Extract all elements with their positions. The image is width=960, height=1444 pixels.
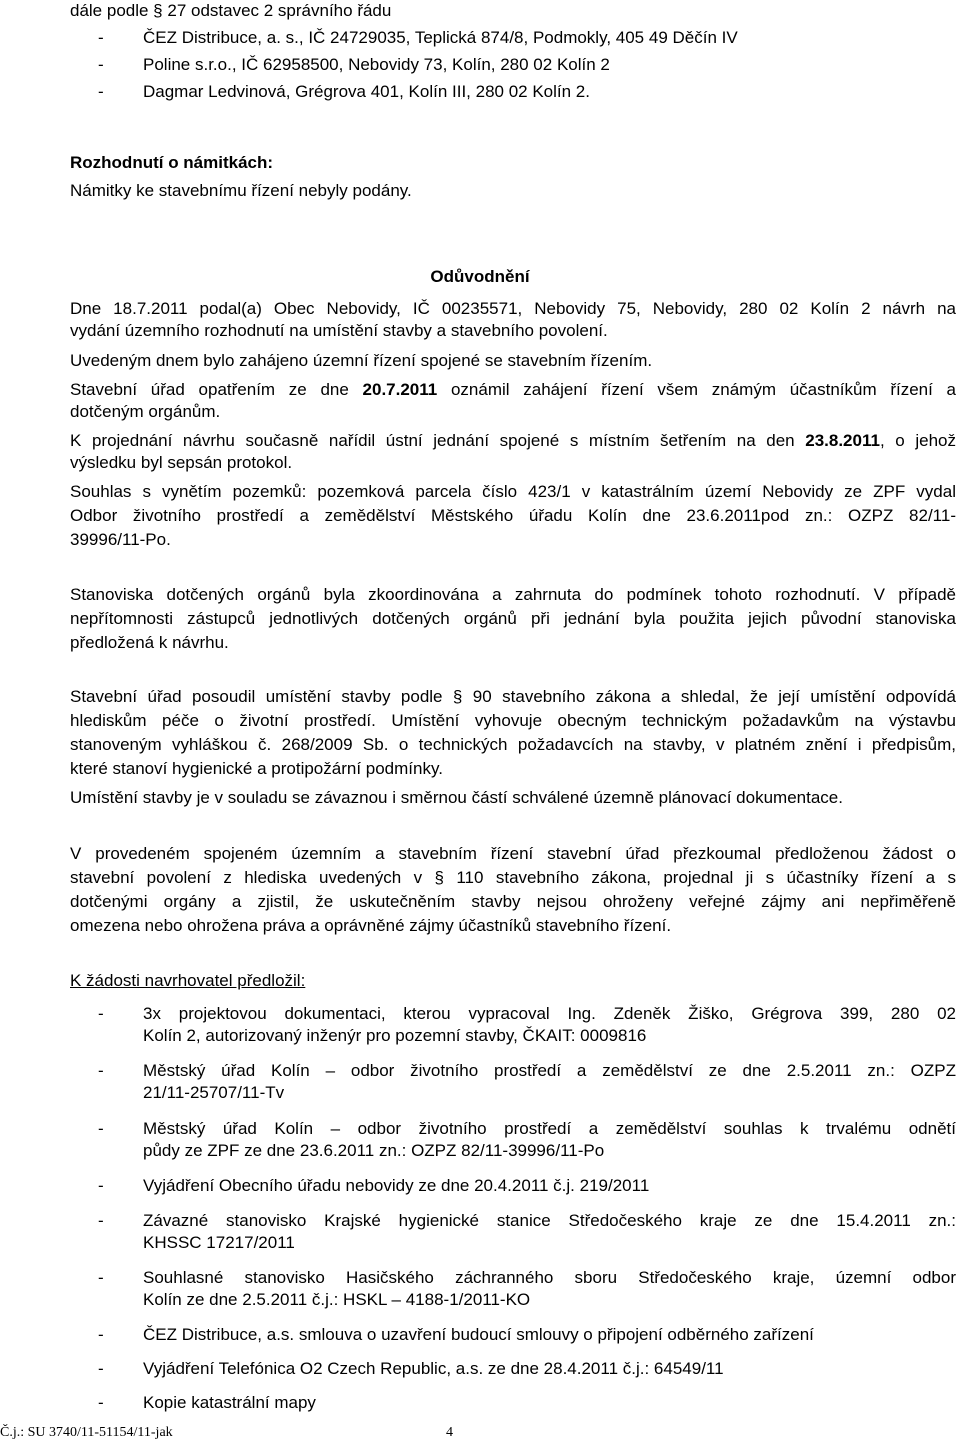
participant-item: ČEZ Distribuce, a. s., IČ 24729035, Teplická 874/8, Podmokly, 405 49 Děčín IV (143, 28, 738, 47)
attachment-item-line2: Kolín ze dne 2.5.2011 č.j.: HSKL – 4188-1/2011-KO (143, 1290, 531, 1309)
reasoning-p7-line1: Stavební úřad posoudil umístění stavby podle § 90 stavebního zákona a shledal, že její umístění odpovídá (70, 687, 956, 706)
list-dash: - (98, 1359, 104, 1378)
list-dash: - (98, 1176, 104, 1195)
reasoning-p9-line1: V provedeném spojeném územním a stavebním řízení stavební úřad přezkoumal předloženou žádost o (70, 844, 956, 863)
reasoning-p2: Uvedeným dnem bylo zahájeno územní řízení spojené se stavebním řízením. (70, 351, 653, 370)
reasoning-p4-line1 (70, 430, 956, 452)
p4-text-c: , o jehož (879, 431, 956, 450)
attachment-item-line2: Kolín 2, autorizovaný inženýr pro pozemní stavby, ČKAIT: 0009816 (143, 1026, 647, 1045)
list-dash: - (98, 1211, 104, 1230)
attachment-item-line1: Závazné stanovisko Krajské hygienické stanice Středočeského kraje ze dne 15.4.2011 zn.: (143, 1211, 956, 1230)
list-dash: - (98, 1061, 104, 1080)
attachment-item-line1: 3x projektovou dokumentaci, kterou vypracoval Ing. Zdeněk Žiško, Grégrova 399, 280 02 (143, 1004, 956, 1023)
list-dash: - (98, 28, 104, 47)
reasoning-p8: Umístění stavby je v souladu se závaznou i směrnou částí schválené územně plánovací dokumentace. (70, 788, 843, 807)
attachment-item-line1: ČEZ Distribuce, a.s. smlouva o uzavření budoucí smlouvy o připojení odběrného zařízení (143, 1325, 814, 1344)
reasoning-p6-line1: Stanoviska dotčených orgánů byla zkoordinována a zahrnuta do podmínek tohoto rozhodnutí. V případě (70, 585, 956, 604)
list-dash: - (98, 1004, 104, 1023)
reasoning-p5-line2: Odbor životního prostředí a zemědělství Městského úřadu Kolín dne 23.6.2011pod zn.: OZPZ 82/11- (70, 506, 956, 525)
list-dash: - (98, 1393, 104, 1412)
reasoning-p6-line3: předložená k návrhu. (70, 633, 229, 652)
objections-heading: Rozhodnutí o námitkách: (70, 153, 274, 172)
reasoning-heading: Odůvodnění (430, 267, 530, 286)
attachment-item-line1: Kopie katastrální mapy (143, 1393, 316, 1412)
list-dash: - (98, 55, 104, 74)
reasoning-p9-line3: dotčenými orgány a zjistil, že uskutečněním stavby nejsou ohroženy veřejné zájmy ani nepřiměřeně (70, 892, 956, 911)
list-dash: - (98, 1268, 104, 1287)
list-dash: - (98, 1119, 104, 1138)
p4-date: 23.8.2011 (805, 431, 880, 450)
attachments-heading: K žádosti navrhovatel předložil: (70, 971, 306, 990)
reasoning-p9-line4: omezena nebo ohrožena práva a oprávněné zájmy účastníků stavebního řízení. (70, 916, 672, 935)
reasoning-p4-line2: výsledku byl sepsán protokol. (70, 453, 293, 472)
reasoning-p1-line2: vydání územního rozhodnutí na umístění stavby a stavebního povolení. (70, 321, 608, 340)
p3-date: 20.7.2011 (362, 380, 438, 399)
list-dash: - (98, 1325, 104, 1344)
reasoning-p5-line3: 39996/11-Po. (70, 530, 171, 549)
intro-text: dále podle § 27 odstavec 2 správního řádu (70, 1, 392, 20)
reasoning-p9-line2: stavební povolení z hlediska uvedených v § 110 stavebního zákona, projednal ji s účastníky řízení a s (70, 868, 956, 887)
attachment-item-line2: půdy ze ZPF ze dne 23.6.2011 zn.: OZPZ 82/11-39996/11-Po (143, 1141, 605, 1160)
p3-text-a: Stavební úřad opatřením ze dne (70, 380, 349, 399)
reasoning-p7-line4: které stanoví hygienické a protipožární podmínky. (70, 759, 443, 778)
attachment-item-line2: KHSSC 17217/2011 (143, 1233, 295, 1252)
attachment-item-line2: 21/11-25707/11-Tv (143, 1083, 285, 1102)
reasoning-p7-line3: stanoveným vyhláškou č. 268/2009 Sb. o technických požadavcích na stavby, v platném znění i předpisům, (70, 735, 956, 754)
attachment-item-line1: Městský úřad Kolín – odbor životního prostředí a zemědělství souhlas k trvalému odnětí (143, 1119, 956, 1138)
list-dash: - (98, 82, 104, 101)
reasoning-p5-line1: Souhlas s vynětím pozemků: pozemková parcela číslo 423/1 v katastrálním území Nebovidy ze ZPF vydal (70, 482, 956, 501)
attachment-item-line1: Vyjádření Obecního úřadu nebovidy ze dne 20.4.2011 č.j. 219/2011 (143, 1176, 650, 1195)
p4-text-a: K projednání návrhu současně nařídil ústní jednání spojené s místním šetřením na den (70, 431, 795, 450)
p3-text-c: oznámil zahájení řízení všem známým účastníkům řízení a (450, 380, 956, 399)
participant-item: Dagmar Ledvinová, Grégrova 401, Kolín III, 280 02 Kolín 2. (143, 82, 590, 101)
attachment-item-line1: Městský úřad Kolín – odbor životního prostředí a zemědělství ze dne 2.5.2011 zn.: OZPZ (143, 1061, 956, 1080)
reasoning-p6-line2: nepřítomnosti zástupců jednotlivých dotčených orgánů při jednání byla použita jejich původní stanoviska (70, 609, 956, 628)
footer-reference: Č.j.: SU 3740/11-51154/11-jak (0, 1425, 173, 1440)
attachment-item-line1: Souhlasné stanovisko Hasičského záchranného sboru Středočeského kraje, územní odbor (143, 1268, 956, 1287)
reasoning-p3-line2: dotčeným orgánům. (70, 402, 221, 421)
reasoning-p3-line1 (70, 379, 956, 401)
objections-text: Námitky ke stavebnímu řízení nebyly podány. (70, 181, 412, 200)
footer-page-number: 4 (446, 1425, 453, 1440)
participant-item: Poline s.r.o., IČ 62958500, Nebovidy 73, Kolín, 280 02 Kolín 2 (143, 55, 610, 74)
reasoning-p1-line1: Dne 18.7.2011 podal(a) Obec Nebovidy, IČ 00235571, Nebovidy 75, Nebovidy, 280 02 Kolín 2 návrh na (70, 299, 956, 318)
attachment-item-line1: Vyjádření Telefónica O2 Czech Republic, a.s. ze dne 28.4.2011 č.j.: 64549/11 (143, 1359, 724, 1378)
reasoning-p7-line2: hlediskům péče o životní prostředí. Umístění vyhovuje obecným technickým požadavkům na výstavbu (70, 711, 956, 730)
